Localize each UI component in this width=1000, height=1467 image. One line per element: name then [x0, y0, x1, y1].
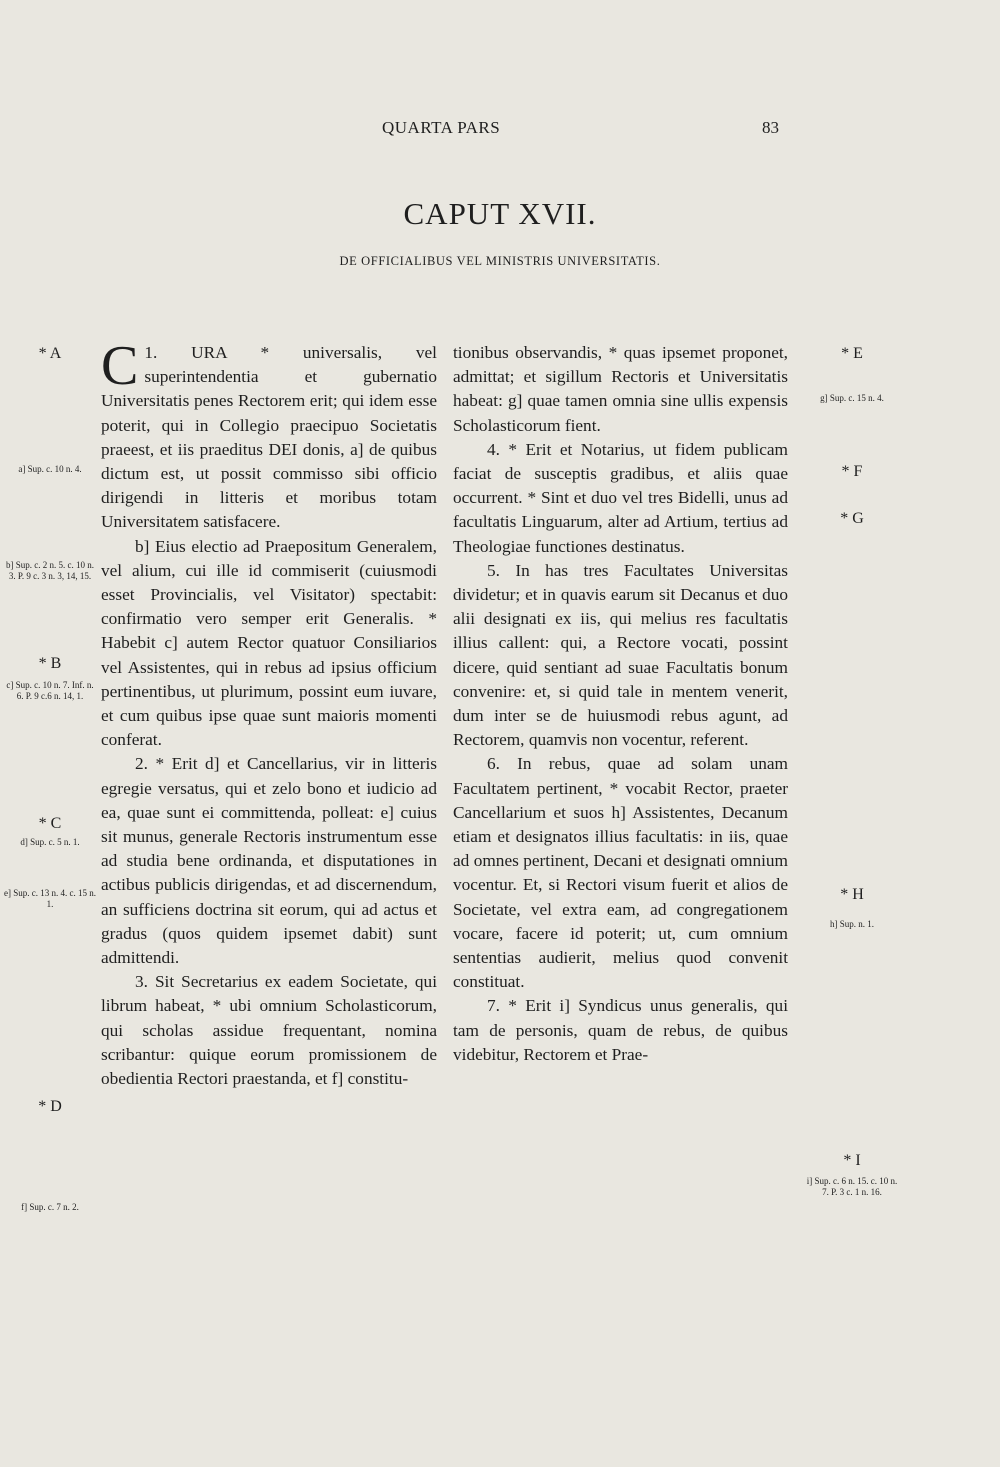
- margin-ref-c: c] Sup. c. 10 n. 7. Inf. n. 6. P. 9 c.6 n. 14, 1.: [6, 680, 94, 701]
- margin-star-i: * I: [843, 1152, 861, 1169]
- running-head-title: QUARTA PARS: [382, 118, 501, 137]
- chapter-subtitle: DE OFFICIALIBUS VEL MINISTRIS UNIVERSITATIS.: [339, 254, 661, 268]
- margin-ref-d: d] Sup. c. 5 n. 1.: [20, 837, 80, 847]
- margin-star-f: * F: [841, 463, 863, 480]
- paragraph-4: 3. Sit Secretarius ex eadem Societate, qui librum habeat, * ubi omnium Scholasticorum, qui scholas assidue frequentant, nomina scribantur: quique eorum promissionem de obedientia Rectori praestanda, et f] constitu-: [101, 972, 437, 1089]
- margin-ref-e: e] Sup. c. 13 n. 4. c. 15 n. 1.: [4, 888, 96, 909]
- margin-star-a: * A: [38, 345, 62, 362]
- margin-ref-g: g] Sup. c. 15 n. 4.: [820, 393, 884, 403]
- margin-ref-f: f] Sup. c. 7 n. 2.: [21, 1202, 79, 1212]
- paragraph-3: 2. * Erit d] et Cancellarius, vir in litteris egregie versatus, qui et zelo bono et iudicio ad ea, quae sunt ei committenda, polleat: e] cuius sit munus, generale Rectoris instrumentum esse ad studia bene ordinanda, et disputationes in actibus publicis dirigendas, et ad discernendum, an sufficiens doctrina sit eorum, qui ad actus et gradus (quos quidem ipsemet dabit) sunt admittendi.: [101, 754, 437, 968]
- margin-star-b: * B: [38, 655, 62, 672]
- drop-cap: C: [101, 335, 139, 397]
- margin-ref-b: b] Sup. c. 2 n. 5. c. 10 n. 3. P. 9 c. 3 n. 3, 14, 15.: [6, 560, 94, 581]
- paragraph-1: [101, 335, 437, 535]
- margin-star-e: * E: [841, 345, 863, 362]
- running-head: [0, 118, 1000, 140]
- paragraph-1-text: 1. URA * universalis, vel superintendentia et gubernatio Universitatis penes Rectorem erit; qui idem esse poterit, qui in Collegio praecipuo Societatis praeest, et iis praeditus DEI donis, a] de quibus dictum est, ut possit commisso sibi officio dirigendi in litteris et moribus totam Universitatem satisfacere.: [101, 343, 437, 532]
- left-column: [101, 335, 437, 1091]
- chapter-title: CAPUT XVII.: [403, 196, 597, 231]
- margin-ref-h: h] Sup. n. 1.: [829, 919, 874, 929]
- paragraph-7: 5. In has tres Facultates Universitas dividetur; et in quavis earum sit Decanus et duo alii designati ex iis, qui melius res facultatis illius callent: qui, a Rectore vocati, possint dicere, quid sentiant ad suae Facultatis bonum convenire: et, si quid tale in mentem venerit, dum inter se de huiusmodi rebus agunt, ad Rectorem, quamvis non vocentur, referent.: [453, 560, 788, 750]
- paragraph-9: 7. * Erit i] Syndicus unus generalis, qui tam de personis, quam de rebus, de quibus videbitur, Rectorem et Prae-: [453, 996, 788, 1064]
- paragraph-8: 6. In rebus, quae ad solam unam Facultatem pertinent, * vocabit Rector, praeter Cancellarium et suos h] Assistentes, Decanum etiam et designatos illius facultatis: in iis, quae ad omnes pertinent, Decani et designati omnium vocentur. Et, si Rectori visum fuerit et alios de Societate, vel extra eam, ad congregationem vocare, facere id poterit; ut, cum omnium sententias audierit, melius quod convenit constituat.: [453, 754, 788, 992]
- margin-star-c: * C: [38, 815, 62, 832]
- margin-ref-i: i] Sup. c. 6 n. 15. c. 10 n. 7. P. 3 c. 1 n. 16.: [806, 1176, 898, 1197]
- paragraph-6: 4. * Erit et Notarius, ut fidem publicam faciat de susceptis gradibus, et aliis quae occurrent. * Sint et duo vel tres Bidelli, unus ad facultatis Linguarum, alter ad Artium, tertius ad Theologiae functiones destinatus.: [453, 439, 788, 556]
- margin-star-g: * G: [840, 510, 864, 527]
- margin-ref-a: a] Sup. c. 10 n. 4.: [18, 464, 82, 474]
- page-number: 83: [762, 118, 779, 137]
- paragraph-5: tionibus observandis, * quas ipsemet proponet, admittat; et sigillum Rectoris et Universitatis habeat: g] quae tamen omnia sine ullis expensis Scholasticorum fient.: [453, 343, 788, 435]
- margin-star-d: * D: [38, 1098, 62, 1115]
- paragraph-2: b] Eius electio ad Praepositum Generalem, vel alium, cui ille id commiserit (cuiusmodi esset Provincialis, vel Visitator) spectabit: confirmatio vero semper erit Generalis. * Habebit c] autem Rector quatuor Consiliarios vel Assistentes, qui in rebus ad ipsius officium pertinentibus, ut plurimum, possint eum iuvare, et cum quibus ipse quae sunt maioris momenti conferat.: [101, 536, 437, 750]
- margin-star-h: * H: [840, 886, 864, 903]
- right-column: [453, 341, 788, 1067]
